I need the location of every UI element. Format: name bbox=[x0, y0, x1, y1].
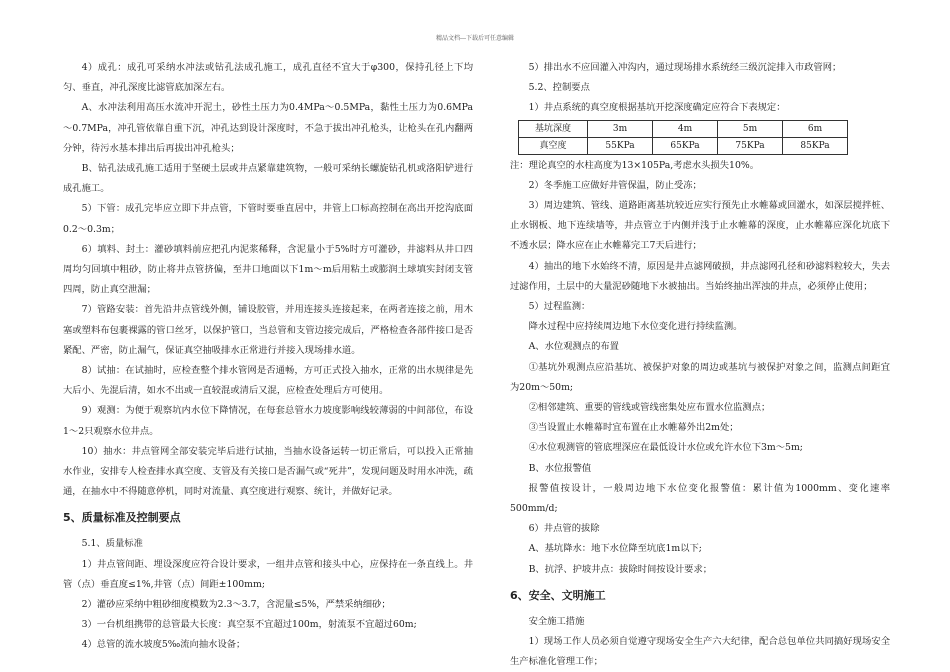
paragraph: 1）井点管间距、埋设深度应符合设计要求，一组井点管和接头中心，应保持在一条直线上。井管（点）垂直度≤1%,井管（点）间距±100mm; bbox=[63, 558, 473, 590]
table-row bbox=[519, 120, 848, 137]
paragraph: B、水位报警值 bbox=[528, 462, 592, 474]
table-cell: 55KPa bbox=[588, 137, 653, 154]
paragraph: A、水位观测点的布置 bbox=[528, 341, 619, 353]
paragraph: 降水过程中应持续周边地下水位变化进行持续监测。 bbox=[528, 321, 743, 333]
paragraph: 7）管路安装：首先沿井点管线外侧，铺设胶管，并用连接头连接起来，在两者连接之前，用木塞或塑料布包裹裸露的管口丝牙，以保护管口，当总管和支管边接完成后，严格检查各部件接口是否紧配、严密，防止漏气，保证真空抽吸排水正常进行并接入现场排水道。 bbox=[63, 304, 473, 356]
vacuum-table bbox=[518, 120, 848, 155]
paragraph: 6）填料、封土：灌砂填料前应把孔内泥浆稀释，含泥量小于5%时方可灌砂，井滤料从井口四周均匀回填中粗砂，防止将井点管挤偏，至井口地面以下1m～m后用粘土或膨润土球填实封闭支管四周，防止真空泄漏； bbox=[63, 243, 473, 296]
paragraph: A、基坑降水：地下水位降至坑底1m以下; bbox=[528, 543, 702, 555]
paragraph: 2）灌砂应采纳中粗砂细度模数为2.3～3.7，含泥量≤5%，严禁采纳细砂； bbox=[81, 599, 391, 611]
paragraph: 3）周边建筑、管线、道路距离基坑较近应实行预先止水帷幕或回灌水，如深层搅拌桩、止水钢板、地下连续墙等，井点管立于内侧并浅于止水帷幕的深度，止水帷幕应深化坑底下不透水层；降水应在止水帷幕完工7天后进行； bbox=[510, 200, 890, 252]
paragraph: ④水位观测管的管底埋深应在最低设计水位或允许水位下3m～5m; bbox=[528, 442, 803, 454]
table-cell: 85KPa bbox=[783, 137, 848, 154]
table-cell: 65KPa bbox=[653, 137, 718, 154]
paragraph: 5）排出水不应回灌入冲沟内，通过现场排水系统经三级沉淀排入市政管网； bbox=[528, 62, 842, 73]
paragraph: 5）过程监测： bbox=[528, 301, 591, 313]
paragraph: B、抗浮、护坡井点：拔除时间按设计要求； bbox=[528, 563, 713, 575]
paragraph: 5.2、控制要点 bbox=[528, 82, 590, 94]
page-header: 精品文档---下载后可任意编辑 bbox=[435, 35, 515, 42]
paragraph: 8）试抽：在试抽时，应检查整个排水管网是否通畅，方可正式投入抽水，正常的出水规律是先大后小、先混后清，如水不出或一直较混或清后又混，应检查处理后方可使用。 bbox=[63, 365, 473, 397]
paragraph: 10）抽水：井点管网全部安装完毕后进行试抽，当抽水设备运转一切正常后，可以投入正常抽水作业，安排专人检查排水真空度、支管及有关接口是否漏气或“死井”，发现问题及时用水冲洗，疏通，在抽水中不得随意停机，同时对流量、真空度进行观察、统计，并做好记录。 bbox=[63, 445, 473, 498]
table-cell: 6m bbox=[783, 120, 848, 137]
table-cell: 4m bbox=[653, 120, 718, 137]
paragraph: 安全施工措施 bbox=[528, 615, 585, 627]
paragraph: 1）井点系统的真空度根据基坑开挖深度确定应符合下表规定： bbox=[528, 102, 786, 114]
paragraph: B、钻孔法成孔施工适用于坚硬土层或井点紧靠建筑物，一般可采纳长螺旋钻孔机或洛阳铲进行成孔施工。 bbox=[63, 163, 473, 195]
left-column bbox=[63, 58, 473, 656]
table-row bbox=[519, 137, 848, 154]
paragraph: ②相邻建筑、重要的管线或管线密集处应布置水位监测点； bbox=[528, 402, 771, 414]
paragraph: 4）成孔：成孔可采纳水冲法或钻孔法成孔施工，成孔直径不宜大于φ300，保持孔径上下均匀、垂直，冲孔深度比滤管底加深左右。 bbox=[63, 62, 473, 94]
paragraph: 报警值按设计，一般周边地下水位变化报警值：累计值为1000mm、变化速率500mm/d; bbox=[510, 482, 890, 515]
paragraph: 5.1、质量标准 bbox=[81, 538, 143, 550]
paragraph: A、水冲法利用高压水流冲开泥土，砂性土压力为0.4MPa～0.5MPa，黏性土压力为0.6MPa～0.7MPa，冲孔管依靠自重下沉，冲孔达到设计深度时，不急于拔出冲孔枪头，让枪头在孔内翻两分钟，待污水基本排出后再拔出冲孔枪头； bbox=[63, 102, 473, 154]
table-cell: 基坑深度 bbox=[519, 120, 588, 137]
section-heading: 6、安全、文明施工 bbox=[510, 588, 606, 602]
paragraph: ①基坑外观测点应沿基坑、被保护对象的周边或基坑与被保护对象之间，监测点间距宜为20m～50m; bbox=[510, 361, 890, 393]
paragraph: 3）一台机组携带的总管最大长度：真空泵不宜超过100m，射流泵不宜超过60m; bbox=[81, 619, 417, 631]
table-cell: 5m bbox=[718, 120, 783, 137]
paragraph: ③当设置止水帷幕时宜布置在止水帷幕外出2m处； bbox=[528, 422, 739, 434]
paragraph: 1）现场工作人员必须自觉遵守现场安全生产六大纪律，配合总包单位共同搞好现场安全生产标准化管理工作； bbox=[510, 636, 890, 668]
table-cell: 3m bbox=[588, 120, 653, 137]
paragraph: 4）抽出的地下水始终不清，原因是井点滤网破损，井点滤网孔径和砂滤料粒较大，失去过滤作用，土层中的大量泥砂随地下水被抽出。当始终抽出浑浊的井点，必须停止使用； bbox=[510, 260, 890, 292]
paragraph: 4）总管的流水坡度5‰流向抽水设备； bbox=[81, 639, 246, 651]
right-column bbox=[510, 58, 890, 672]
paragraph: 9）观测：为便于观察坑内水位下降情况，在每套总管水力坡度影响线较薄弱的中间部位，布设1～2只观察水位井点。 bbox=[63, 405, 473, 437]
section-heading: 5、质量标准及控制要点 bbox=[63, 511, 181, 525]
paragraph: 2）冬季施工应做好井管保温，防止受冻； bbox=[528, 179, 702, 191]
table-cell: 75KPa bbox=[718, 137, 783, 154]
paragraph: 5）下管：成孔完毕应立即下井点管，下管时要垂直居中，井管上口标高控制在高出开挖沟底面0.2～0.3m； bbox=[63, 203, 473, 235]
table-note: 注：理论真空的水柱高度为13×105Pa,考虑水头损失10%。 bbox=[510, 159, 760, 171]
table-cell: 真空度 bbox=[519, 137, 588, 154]
paragraph: 6）井点管的拔除 bbox=[528, 523, 600, 535]
